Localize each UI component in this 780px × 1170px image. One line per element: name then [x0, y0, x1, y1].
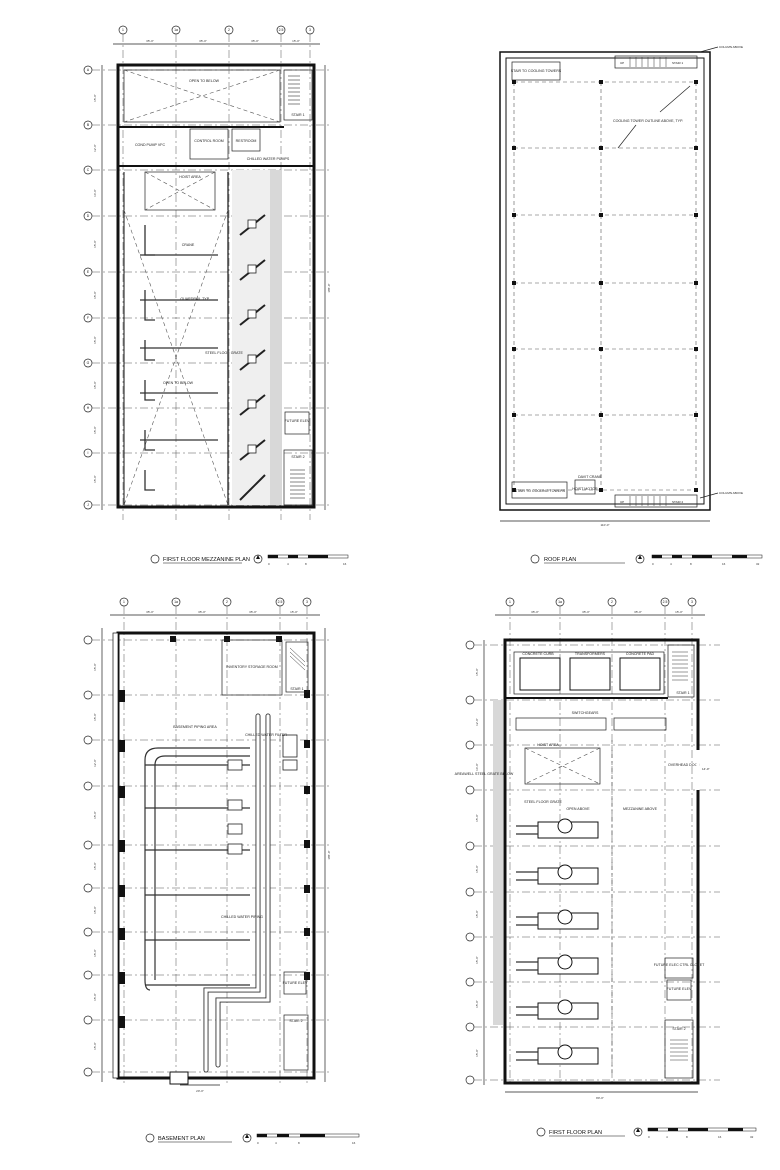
first-row-dim: 15'-0": [475, 814, 479, 822]
first-col-dim: 35'-0": [531, 610, 539, 614]
base-inventory-label: INVENTORY STORAGE ROOM: [226, 665, 278, 669]
scale-tick: 0: [268, 562, 270, 566]
base-piping-area-label: BASEMENT PIPING AREA: [173, 725, 217, 729]
mezz-row-dim: 14'-0": [93, 189, 97, 197]
first-row-dim: 15'-0": [475, 1049, 479, 1057]
mezz-col-tag: 2: [228, 27, 230, 32]
mezz-open-below-label: OPEN TO BELOW: [188, 79, 220, 83]
first-row-dim: 15'-0": [475, 956, 479, 964]
mezz-stair2-label: STAIR 2: [291, 455, 305, 459]
scale-tick: 0: [652, 562, 654, 566]
first-concrete-curb-label: CONCRETE CURB: [522, 652, 554, 656]
mezz-stair1-label: STAIR 1: [291, 113, 305, 117]
mezz-row-dim: 15'-0": [93, 475, 97, 483]
base-row-dim: 15'-0": [93, 906, 97, 914]
mezz-hoist-area-label: HOIST AREA: [179, 175, 201, 179]
mezz-row-dim: 15'-0": [93, 336, 97, 344]
cooling-tower-outlines: [514, 82, 696, 490]
mezz-col-tag: 2.5: [278, 27, 284, 32]
mezz-restroom-label: RESTROOM: [235, 139, 257, 143]
mezz-crane-label: CRANE: [181, 243, 195, 247]
scale-tick: 16: [343, 562, 347, 566]
mezz-row-dim: 15'-0": [93, 426, 97, 434]
scale-tick: 8: [690, 562, 692, 566]
roof-scale-bar: [652, 555, 762, 566]
first-areawell-label: AREAWELL STEEL GRATE BELOW: [454, 772, 514, 776]
scale-tick: 16: [352, 1141, 356, 1145]
mezz-row-tag: H: [86, 405, 90, 410]
mezz-column-tags: [119, 26, 314, 34]
scale-tick: 4: [670, 562, 672, 566]
mezz-row-dim: 15'-0": [93, 381, 97, 389]
scale-tick: 32: [756, 562, 760, 566]
scale-tick: 16: [722, 562, 726, 566]
first-stair2-label: STAIR 2: [672, 1027, 686, 1031]
scale-tick: 4: [287, 562, 289, 566]
mezz-row-tag: E: [86, 269, 90, 274]
base-col-tag: 2: [226, 599, 228, 604]
mezz-row-dim: 12'-0": [93, 144, 97, 152]
mezz-col-tag: 3: [309, 27, 311, 32]
scale-tick: 4: [666, 1135, 668, 1139]
mezz-row-tag: D: [86, 213, 90, 218]
scale-tick: 4: [275, 1141, 277, 1145]
scale-tick: 16: [718, 1135, 722, 1139]
base-col-tag: 1a: [174, 599, 178, 604]
roof-davit-crane-label: DAVIT CRANE: [578, 475, 602, 479]
first-row-dim: 15'-0": [475, 668, 479, 676]
base-bottom-dim: 20'-0": [196, 1089, 204, 1093]
first-bottom-dim: 80'-0": [596, 1096, 604, 1100]
first-scale-bar: [648, 1128, 756, 1139]
first-plan-title: FIRST FLOOR PLAN: [549, 1130, 603, 1136]
first-row-dim: 15'-0": [475, 910, 479, 918]
mezz-chw-pumps-label: CHILLED WATER PUMPS: [246, 157, 290, 161]
first-open-above-label: OPEN ABOVE: [566, 807, 590, 811]
base-chilled-water-piping: [145, 716, 268, 1070]
first-col-tag: 3: [691, 599, 693, 604]
mezz-row-dim: 15'-0": [93, 94, 97, 102]
mezz-row-dim: 15'-0": [93, 291, 97, 299]
roof-stair-bottom-label: STAIR TO COOLING TOWERS: [514, 489, 566, 493]
mezz-col-dim: 15'-0": [292, 39, 300, 43]
base-col-dim: 15'-0": [290, 610, 298, 614]
first-side-dim: 14'-0": [702, 767, 710, 771]
first-column-tags: [506, 598, 696, 606]
scale-tick: 8: [298, 1141, 300, 1145]
base-col-dim: 35'-0": [146, 610, 154, 614]
base-row-dim: 12'-0": [93, 759, 97, 767]
scale-tick: 8: [686, 1135, 688, 1139]
scale-tick: 8: [305, 562, 307, 566]
first-floor-plan: [455, 598, 756, 1139]
roof-stair2-label: STAIR 2: [672, 500, 684, 504]
mezz-row-dim: 15'-0": [93, 240, 97, 248]
mezz-row-tag: G: [86, 360, 90, 365]
first-row-dim: 12'-0": [475, 718, 479, 726]
mezz-row-tag: A: [86, 67, 90, 72]
first-row-dim: 14'-0": [475, 763, 479, 771]
mezz-cond-pump-label: COND PUMP VFC: [134, 143, 166, 147]
first-grate-label: STEEL FLOOR GRATE: [524, 800, 562, 804]
roof-bottom-dim: 110'-0": [600, 523, 610, 527]
base-row-dim: 15'-0": [93, 1042, 97, 1050]
mezzanine-plan: [84, 26, 348, 566]
base-row-dim: 15'-0": [93, 663, 97, 671]
base-col-tag: 2.5: [277, 599, 283, 604]
first-row-dim: 15'-0": [475, 865, 479, 873]
roof-stair1-label: STAIR 1: [672, 61, 684, 65]
first-col-tag: 2.5: [662, 599, 668, 604]
mezz-row-tags: [84, 66, 92, 509]
base-stair1-label: STAIR 1: [290, 687, 304, 691]
mezz-row-tag: B: [86, 122, 90, 127]
scale-tick: 32: [750, 1135, 754, 1139]
roof-column-above-top: COLUMN ABOVE: [719, 45, 744, 49]
first-mezz-above-label: MEZZANINE ABOVE: [623, 807, 657, 811]
mezz-steel-grate: [270, 170, 282, 505]
base-row-dim: 15'-0": [93, 713, 97, 721]
first-future-elev-label: FUTURE ELEV: [666, 987, 692, 991]
mezz-control-room-label: CONTROL ROOM: [194, 139, 224, 143]
mezz-row-tag: C: [86, 167, 90, 172]
roof-up-label-2: UP: [620, 500, 625, 504]
first-areawell: [493, 700, 503, 1025]
mezz-col-tag: 1a: [174, 27, 178, 32]
first-col-tag: 2: [611, 599, 613, 604]
base-row-dim: 15'-0": [93, 811, 97, 819]
mezz-exterior-wall: [118, 65, 314, 507]
mezz-future-elev-label: FUTURE ELEV: [284, 419, 310, 423]
first-col-dim: 35'-0": [634, 610, 642, 614]
base-col-tag: 3: [306, 599, 308, 604]
first-col-tag: 1: [509, 599, 511, 604]
base-row-dim: 15'-0": [93, 862, 97, 870]
base-col-dim: 35'-0": [198, 610, 206, 614]
base-row-dim: 15'-0": [93, 949, 97, 957]
mezz-scale-bar: [268, 555, 348, 566]
roof-up-label-1: UP: [620, 61, 625, 65]
first-future-elec-label: FUTURE ELEC CTRL CLOSET: [653, 963, 705, 967]
base-col-tag: 1: [123, 599, 125, 604]
roof-hoist-motor-label: HOIST MOTOR: [572, 487, 598, 491]
first-row-dim: 15'-0": [475, 1000, 479, 1008]
roof-plan: [500, 45, 762, 566]
mezz-col-dim: 35'-0": [146, 39, 154, 43]
mezz-col-tag: 1: [122, 27, 124, 32]
mezz-future-elev: [285, 412, 309, 434]
basement-plan: [84, 598, 359, 1145]
base-scale-bar: [257, 1134, 359, 1145]
first-col-tag: 1a: [558, 599, 562, 604]
first-col-dim: 15'-0": [675, 610, 683, 614]
first-exterior-wall: [505, 640, 698, 1083]
scale-tick: 0: [257, 1141, 259, 1145]
roof-column-above-bottom: COLUMN ABOVE: [719, 491, 744, 495]
base-chw-filter-label: CHILLED WATER FILTER: [245, 733, 287, 737]
base-col-dim: 35'-0": [249, 610, 257, 614]
base-future-elev-label: FUTURE ELEV: [282, 981, 308, 985]
mezz-col-dim: 35'-0": [199, 39, 207, 43]
mezz-plan-title: FIRST FLOOR MEZZANINE PLAN: [163, 557, 250, 563]
first-col-dim: 35'-0": [582, 610, 590, 614]
first-transformers-label: TRANSFORMERS: [574, 652, 606, 656]
base-plan-title: BASEMENT PLAN: [158, 1136, 205, 1142]
first-concrete-pad-label: CONCRETE PAD: [625, 652, 655, 656]
first-stair1-label: STAIR 1: [676, 691, 690, 695]
roof-stair-top-label: STAIR TO COOLING TOWERS: [510, 69, 562, 73]
base-column-tags: [120, 598, 311, 606]
first-hoist-area-label: HOIST AREA: [537, 743, 559, 747]
roof-plan-title: ROOF PLAN: [544, 557, 577, 563]
mezz-guardrail-label: GUARDRAIL TYP.: [180, 297, 210, 301]
base-overall-dim: 185'-0": [327, 850, 331, 860]
mezz-row-tag: F: [86, 315, 90, 320]
base-row-dim: 15'-0": [93, 993, 97, 1001]
mezz-overall-dim: 185'-0": [327, 283, 331, 293]
base-stair2-label: STAIR 2: [289, 1019, 303, 1023]
mezz-col-dim: 35'-0": [251, 39, 259, 43]
scale-tick: 0: [648, 1135, 650, 1139]
mezz-grate-label: STEEL FLOOR GRATE: [205, 351, 243, 355]
roof-cooling-tower-label: COOLING TOWER OUTLINE ABOVE, TYP.: [612, 119, 684, 123]
mezz-row-tag: I: [87, 450, 89, 455]
base-chw-piping-label: CHILLED WATER PIPING: [221, 915, 263, 919]
mezz-open-below2-label: OPEN TO BELOW: [162, 381, 194, 385]
first-overhead-door-label: OVERHEAD DOOR: [668, 763, 700, 767]
mezz-row-tag: J: [87, 502, 89, 507]
first-switchgears-label: SWITCHGEARS: [571, 711, 599, 715]
